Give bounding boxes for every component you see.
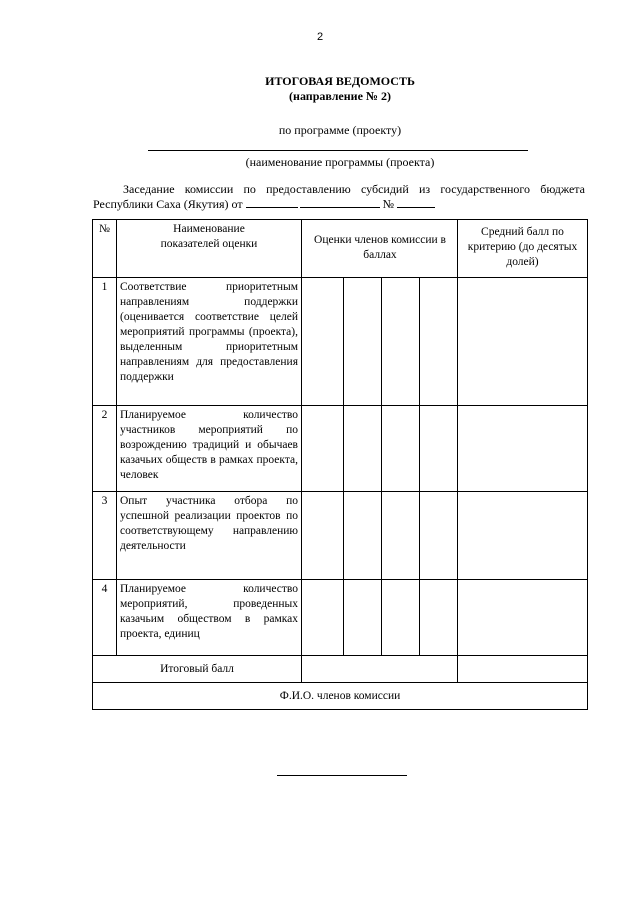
page-number: 2 [316, 31, 324, 43]
row-number: 3 [93, 492, 117, 580]
row-number: 4 [93, 580, 117, 656]
header-average: Средний балл по критерию (до десятых долей) [458, 220, 588, 278]
score-cell[interactable] [302, 278, 344, 406]
row-indicator: Планируемое количество участников мероприятий по возрождению традиций и обычаев казачьих обществ в рамках проекта, человек [117, 406, 302, 492]
score-cell[interactable] [382, 278, 420, 406]
score-cell[interactable] [344, 406, 382, 492]
row-indicator: Опыт участника отбора по успешной реализации проектов по соответствующему направлению деятельности [117, 492, 302, 580]
row-indicator: Соответствие приоритетным направлениям поддержки (оценивается соответствие целей мероприятий программы (проекта), выделенным приоритетным направлениям для предоставления поддержки [117, 278, 302, 406]
title-main: ИТОГОВАЯ ВЕДОМОСТЬ [265, 74, 415, 88]
program-name-line [148, 150, 528, 151]
header-indicator: Наименование показателей оценки [117, 220, 302, 278]
score-cell[interactable] [382, 406, 420, 492]
table-row [93, 278, 588, 406]
row-indicator: Планируемое количество мероприятий, проведенных казачьим обществом в рамках проекта, единиц [117, 580, 302, 656]
header-number: № [93, 220, 117, 278]
score-cell[interactable] [302, 406, 344, 492]
row-number: 1 [93, 278, 117, 406]
total-scores-cell[interactable] [302, 656, 458, 683]
average-cell[interactable] [458, 580, 588, 656]
table-row [93, 580, 588, 656]
score-cell[interactable] [302, 580, 344, 656]
number-blank[interactable] [397, 197, 435, 208]
average-cell[interactable] [458, 406, 588, 492]
average-cell[interactable] [458, 278, 588, 406]
score-cell[interactable] [420, 580, 458, 656]
score-cell[interactable] [344, 492, 382, 580]
table-row [93, 406, 588, 492]
header-scores: Оценки членов комиссии в баллах [302, 220, 458, 278]
program-line: по программе (проекту) [278, 123, 402, 137]
total-average-cell[interactable] [458, 656, 588, 683]
scoring-table [92, 219, 588, 710]
total-row [93, 656, 588, 683]
signature-line[interactable] [277, 775, 407, 776]
table-row [93, 492, 588, 580]
score-cell[interactable] [344, 278, 382, 406]
commission-label: Ф.И.О. членов комиссии [93, 683, 588, 710]
score-cell[interactable] [382, 492, 420, 580]
meeting-statement [93, 182, 585, 212]
average-cell[interactable] [458, 492, 588, 580]
score-cell[interactable] [420, 492, 458, 580]
score-cell[interactable] [420, 406, 458, 492]
date-blank-2[interactable] [300, 197, 380, 208]
program-name-note: (наименование программы (проекта) [245, 155, 435, 169]
score-cell[interactable] [382, 580, 420, 656]
score-cell[interactable] [344, 580, 382, 656]
total-label: Итоговый балл [93, 656, 302, 683]
table-header-row [93, 220, 588, 278]
row-number: 2 [93, 406, 117, 492]
meeting-text: Заседание комиссии по предоставлению субсидий из государственного бюджета Республики Саха (Якутия) от [93, 182, 585, 211]
document-title [0, 74, 640, 104]
title-direction: (направление № 2) [289, 89, 391, 103]
date-blank-1[interactable] [246, 197, 298, 208]
commission-row [93, 683, 588, 710]
number-label: № [382, 197, 395, 211]
score-cell[interactable] [420, 278, 458, 406]
score-cell[interactable] [302, 492, 344, 580]
